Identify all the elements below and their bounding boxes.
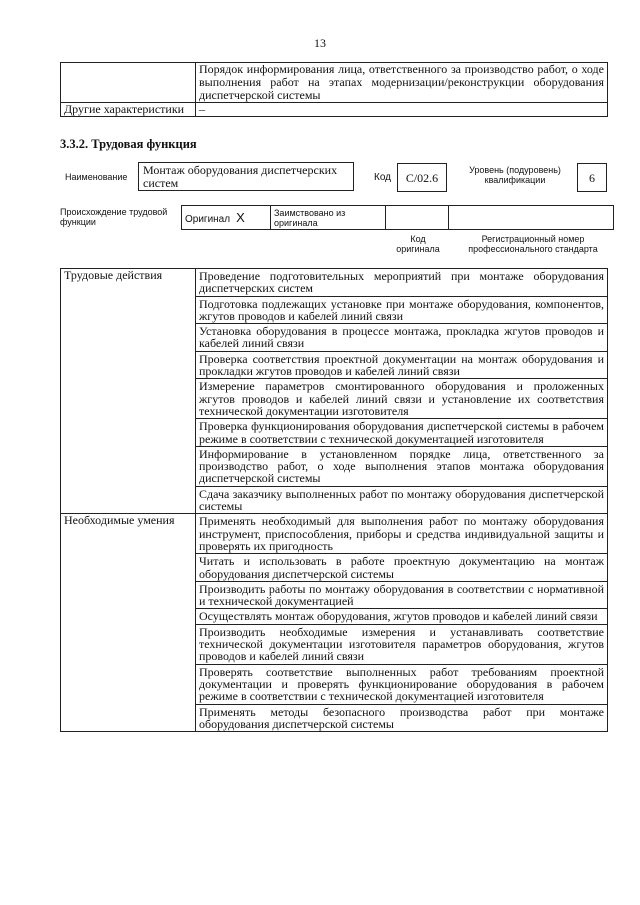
level-box: 6 (577, 163, 607, 192)
function-table (60, 268, 608, 732)
continuation-text: Порядок информирования лица, ответственного за производство работ, о ходе выполнения работ на этапах модернизации/реконструкции оборудования диспетчерской системы (196, 63, 608, 103)
table-row (182, 206, 614, 230)
labor-action-item: Информирование в установленном порядке лица, ответственного за производство работ, о ходе выполнения этапов монтажа оборудования диспетчерской системы (196, 446, 608, 486)
code-original-cell (386, 206, 449, 230)
skill-item: Осуществлять монтаж оборудования, жгутов проводов и кабелей линий связи (196, 609, 608, 624)
labor-action-item: Подготовка подлежащих установке при монтаже оборудования, компонентов, жгутов проводов и кабелей линий связи (196, 296, 608, 324)
skill-item: Применять методы безопасного производства работ при монтаже оборудования диспетчерской системы (196, 704, 608, 732)
section-title: 3.3.2. Трудовая функция (60, 137, 197, 151)
labor-action-item: Установка оборудования в процессе монтажа, прокладка жгутов проводов и кабелей линий связи (196, 324, 608, 352)
original-cell (182, 206, 271, 230)
labor-action-item: Сдача заказчику выполненных работ по монтажу оборудования диспетчерской системы (196, 486, 608, 514)
skill-item: Применять необходимый для выполнения работ по монтажу оборудования инструмент, приспособления, приборы и средства индивидуальной защиты и проверять их пригодность (196, 514, 608, 554)
original-mark: X (236, 210, 245, 225)
skill-item: Производить работы по монтажу оборудования в соответствии с нормативной и технической документацией (196, 581, 608, 609)
skill-item: Читать и использовать в работе проектную документацию на монтаж оборудования диспетчерской системы (196, 554, 608, 582)
continuation-table (60, 62, 608, 117)
labor-action-item: Проверка функционирования оборудования диспетчерской системы в рабочем режиме в соответствии с технической документацией изготовителя (196, 419, 608, 447)
labor-action-item: Измерение параметров смонтированного оборудования и проложенных жгутов проводов и кабелей линий связи и установление их соответствия технической документации изготовителя (196, 379, 608, 419)
function-name-box: Монтаж оборудования диспетчерских систем (138, 162, 354, 191)
table-row (61, 63, 608, 103)
original-label: Оригинал (185, 214, 231, 225)
other-characteristics-label: Другие характеристики (61, 103, 196, 117)
required-skills-label: Необходимые умения (61, 514, 196, 732)
other-characteristics-value: – (196, 103, 608, 117)
empty-cell (61, 63, 196, 103)
level-label: Уровень (подуровень) квалификации (469, 165, 561, 185)
labor-actions-label: Трудовые действия (61, 269, 196, 514)
reg-number-label: Регистрационный номер профессионального стандарта (468, 234, 598, 254)
borrowed-label: Заимствовано из оригинала (271, 206, 386, 230)
skill-item: Проверять соответствие выполненных работ требованиям проектной документации и проверять функционирование оборудования в рабочем режиме в соответствии с технической документацией изготовителя (196, 664, 608, 704)
origin-table (181, 205, 614, 230)
code-box: C/02.6 (397, 163, 447, 192)
reg-number-cell (449, 206, 614, 230)
table-row (61, 269, 608, 297)
page-number: 13 (314, 36, 326, 50)
skill-item: Производить необходимые измерения и устанавливать соответствие технической документации изготовителя параметров оборудования, жгутов проводов и кабелей линий связи (196, 624, 608, 664)
name-label: Наименование (65, 172, 128, 182)
labor-action-item: Проведение подготовительных мероприятий при монтаже оборудования диспетчерских систем (196, 269, 608, 297)
table-row (61, 103, 608, 117)
code-original-label: Код оригинала (396, 234, 440, 254)
origin-label: Происхождение трудовой функции (60, 207, 168, 227)
labor-action-item: Проверка соответствия проектной документации на монтаж оборудования и прокладки жгутов проводов и кабелей линий связи (196, 351, 608, 379)
code-label: Код (374, 172, 392, 183)
table-row (61, 514, 608, 554)
